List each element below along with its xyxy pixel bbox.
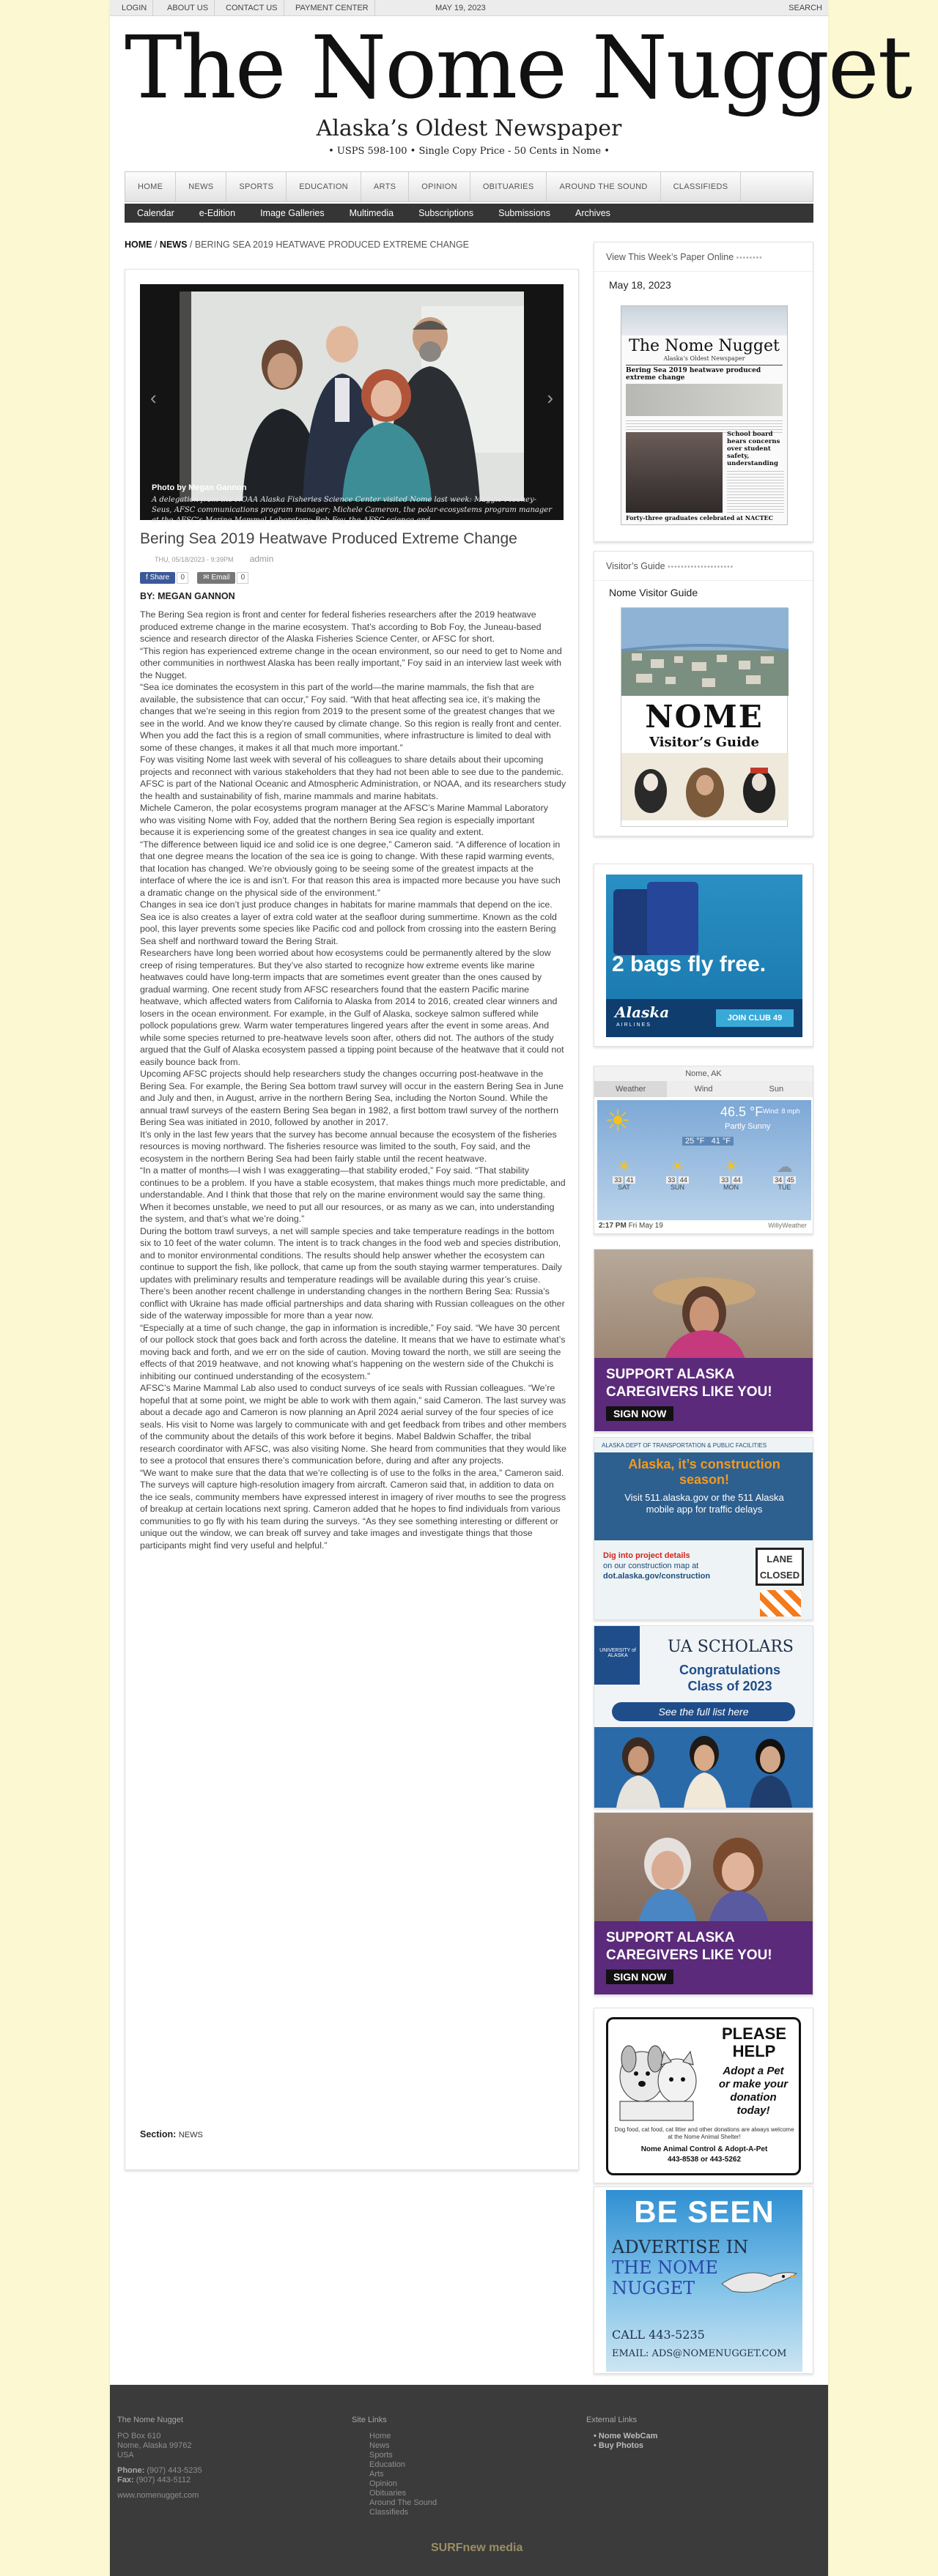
guide-title: Nome Visitor Guide: [609, 587, 698, 598]
sun-icon: ☀: [723, 1157, 739, 1176]
nav-sports[interactable]: SPORTS: [226, 172, 287, 201]
article-panel: [125, 269, 579, 2170]
pet-headline-1: PLEASE: [721, 2024, 787, 2043]
article-paragraph: AFSC’s Marine Mammal Lab also used to conduct surveys of ice seals with Russian colleagues. “We’re hopeful that at some point, we might be able to work with them again,” said Cameron. The last survey was about a decade ago and Cameron is now planning an April 2024 aerial survey of the four species of ice seals. His visit to Nome was largely to communicate with and get feedback from tribes and other members of the community about the details of this work before it begins. Mabel Baldwin Schaffer, the tribal research coordinator with AFSC, was also visiting Nome. She heard from communities that they would like to see a protocol that ensures there’s communication before, during and after any projects.: [140, 1383, 566, 1466]
nav-education[interactable]: EDUCATION: [287, 172, 361, 201]
footer-link-home[interactable]: Home: [369, 2432, 391, 2440]
widget-title: Visitor’s Guide: [606, 561, 665, 571]
lane-closed-sign: LANE CLOSED: [756, 1548, 804, 1586]
article-paragraph: Foy was visiting Nome last week with several of his colleagues to share details about their upcoming projects and reconnect with various stakeholders that they had not been able to see due to the pandemic. AFSC is part of the National Oceanic and Atmospheric Administration, or NOAA, and its researchers study the health and sustainability of fish, marine mammals and marine habitats.: [140, 754, 566, 801]
footer-link-arts[interactable]: Arts: [369, 2470, 384, 2479]
footer-external-heading: External Links: [586, 2416, 638, 2424]
footer-site-links-heading: Site Links: [352, 2416, 387, 2424]
surf-new-media-logo[interactable]: SURFnew media: [431, 2542, 523, 2554]
nav-submissions[interactable]: Submissions: [498, 208, 550, 218]
caregivers-line-2: CAREGIVERS LIKE YOU!: [606, 1384, 772, 1400]
nav-multimedia[interactable]: Multimedia: [349, 208, 394, 218]
alaska-logo-sub: AIRLINES: [616, 1022, 651, 1028]
dot-subhead: Visit 511.alaska.gov or the 511 Alaska mobile app for traffic delays: [624, 1492, 784, 1515]
article-paragraph: “Especially at a time of such change, the gap in information is incredible,” Foy said. “We have 30 percent of our pollock stock that goes back and forth across the dateline. It means that we have to estimate what’s moving back and forth, and we err on the side of caution. Moving toward the north, we still are seeing the effects of that 2019 heatwave, and not knowing what’s happening on the western side of the Chukchi is inhibiting our continued understanding of the ecosystem.”: [140, 1322, 566, 1381]
article-paragraph: “Sea ice dominates the ecosystem in this part of the world—the marine mammals, the fish that are available, the subsistence that can occur,” Foy said. “With that heat affecting sea ice, it’s making the changes that we’re seeing in this region from 2019 to the present some of the greatest changes that we see in the world. And we know they’re caused by climate change. So this region is really front and center. When you add the fact this is a region of small communities, where infrastructure is limited to deal with some of these changes, it makes it all that much more important.”: [140, 682, 562, 753]
nav-arts[interactable]: ARTS: [361, 172, 409, 201]
article-paragraph: “We want to make sure that the data that we’re collecting is of use to the folks in the area,” Cameron said. The surveys will capture high-resolution imagery from aircraft. Cameron said that, in addition to data on the ice seals, community members have expressed interest in imagery of river mouths to see the progress of breakup at certain locations next spring. Cameron added that he hopes to find individuals from various communities to go fly with his team during the surveys. “As they see something interesting or different or unique out the window, we can break off survey and take images and investigate things that those participants might find very useful and helpful.”: [140, 1467, 566, 1551]
top-bar: [110, 0, 828, 16]
breadcrumb-news[interactable]: NEWS: [159, 240, 188, 250]
footer-website-link[interactable]: www.nomenugget.com: [117, 2491, 199, 2500]
section-link[interactable]: NEWS: [178, 2131, 203, 2139]
weather-time: 2:17 PM: [599, 1222, 627, 1230]
email-share-button[interactable]: [197, 572, 235, 584]
nav-news[interactable]: NEWS: [176, 172, 226, 201]
caregivers-ad-2[interactable]: [594, 1812, 813, 1995]
dot-body-1: Dig into project details: [603, 1551, 690, 1560]
email-share-count: 0: [237, 572, 248, 584]
footer-contact: [117, 2416, 202, 2501]
footer-link-webcam-label: Nome WebCam: [598, 2432, 658, 2440]
nav-archives[interactable]: Archives: [575, 208, 610, 218]
article-byline: BY: MEGAN GANNON: [140, 591, 235, 601]
forecast-low: 41: [626, 1176, 634, 1184]
article-paragraph: The Bering Sea region is front and center for federal fisheries researchers after the 2019 heatwave produced extreme change in the marine ecosystem. That’s according to Bob Foy, the Juneau-based science and research director of the Alaska Fisheries Science Center, or AFSC for short.: [140, 609, 542, 644]
forecast-day: [651, 1157, 704, 1207]
pet-body-2: or make your: [718, 2078, 789, 2090]
footer-site-links: [352, 2416, 437, 2517]
nav-opinion[interactable]: OPINION: [409, 172, 470, 201]
mini-headline-3: Forty-three graduates celebrated at NACTEC: [626, 514, 774, 521]
footer-fax: (907) 443-5112: [136, 2476, 191, 2484]
forecast-high: 33: [721, 1176, 729, 1184]
widget-header: View This Week’s Paper Online ••••••••: [594, 242, 813, 272]
footer-link-buy-photos-label: Buy Photos: [598, 2441, 644, 2450]
footer-link-news[interactable]: News: [369, 2441, 390, 2450]
sun-icon: ☀: [670, 1157, 685, 1176]
photo-credit: Photo by Megan Gannon: [152, 483, 247, 492]
footer: [110, 2385, 828, 2576]
current-temperature: 46.5 °F: [720, 1105, 764, 1119]
paper-date: May 18, 2023: [609, 279, 671, 291]
advertise-ad[interactable]: [594, 2186, 813, 2374]
ua-congrats: Congratulations: [679, 1663, 780, 1677]
footer-link-education[interactable]: Education: [369, 2460, 405, 2469]
pet-phone: 443-8538 or 443-5262: [667, 2156, 742, 2164]
facebook-share-label: Share: [149, 574, 170, 582]
guide-cover-title: NOME: [645, 699, 764, 735]
join-club-49-button[interactable]: JOIN CLUB 49: [716, 1009, 794, 1027]
be-seen-email[interactable]: EMAIL: ADS@NOMENUGGET.COM: [612, 2348, 787, 2359]
forecast-high: 33: [614, 1176, 622, 1184]
article-title: Bering Sea 2019 Heatwave Produced Extreme Change: [140, 530, 517, 547]
forecast-low: 44: [679, 1176, 687, 1184]
alaska-airlines-ad[interactable]: [594, 864, 813, 1047]
article-photo: [180, 292, 524, 501]
forecast-day-label: SUN: [670, 1184, 684, 1191]
weather-date: Fri May 19: [628, 1222, 663, 1230]
primary-nav: [125, 171, 813, 202]
caregivers-line-2: CAREGIVERS LIKE YOU!: [606, 1948, 772, 1963]
weather-tab[interactable]: Weather: [594, 1081, 667, 1097]
article-paragraph: It’s only in the last few years that the survey has become annual because the ecosystem of the fisheries resources is moving northward. The fisheries resource was limited to the south, Foy said, and the ecosystem in the northern Bering Sea had been fairly stable until the recent heatwave.: [140, 1129, 557, 1164]
about-us-link[interactable]: ABOUT US: [161, 0, 215, 16]
caregivers-ad-1[interactable]: [594, 1249, 813, 1432]
current-condition: Partly Sunny: [725, 1122, 771, 1131]
ua-class: Class of 2023: [687, 1679, 772, 1693]
article-author-tag[interactable]: admin: [249, 554, 274, 564]
article-meta: [155, 554, 273, 564]
be-seen-phone: CALL 443-5235: [612, 2328, 705, 2342]
forecast-day: [704, 1157, 758, 1207]
breadcrumb-home[interactable]: HOME: [125, 240, 152, 250]
weather-location: Nome, AK: [594, 1066, 813, 1081]
pet-body-1: Adopt a Pet: [723, 2065, 784, 2077]
article-date: THU, 05/18/2023 - 9:39PM: [155, 556, 234, 563]
be-seen-headline: BE SEEN: [634, 2194, 775, 2229]
search-button[interactable]: SEARCH: [789, 4, 822, 12]
caregivers-line-1: SUPPORT ALASKA: [606, 1930, 735, 1945]
facebook-share-count: 0: [177, 572, 188, 584]
paper-cover-thumbnail[interactable]: [621, 305, 788, 525]
see-full-list-button[interactable]: See the full list here: [612, 1702, 795, 1721]
nav-subscriptions[interactable]: Subscriptions: [418, 208, 474, 218]
dot-agency: ALASKA DEPT OF TRANSPORTATION & PUBLIC FACILITIES: [602, 1442, 767, 1449]
site-logo-title[interactable]: The Nome Nugget: [125, 17, 912, 118]
slideshow-next-icon[interactable]: ›: [547, 387, 553, 409]
caregivers-line-1: SUPPORT ALASKA: [606, 1367, 735, 1382]
login-link[interactable]: LOGIN: [116, 0, 153, 16]
forecast-day: [597, 1157, 651, 1207]
ua-scholars-ad[interactable]: [594, 1625, 813, 1808]
nav-image-galleries[interactable]: Image Galleries: [260, 208, 325, 218]
ad-headline: 2 bags fly free.: [612, 952, 767, 976]
this-weeks-paper-widget: [594, 242, 813, 542]
today-low: 41 °F: [711, 1137, 731, 1146]
alaska-logo: Alaska: [615, 1003, 670, 1021]
partly-sunny-icon: ☀: [605, 1105, 631, 1137]
contact-us-link[interactable]: CONTACT US: [220, 0, 284, 16]
sign-now-button[interactable]: SIGN NOW: [606, 1406, 673, 1421]
footer-link-webcam[interactable]: • Nome WebCam: [594, 2432, 658, 2440]
weather-widget[interactable]: [594, 1066, 813, 1234]
dot-construction-ad[interactable]: [594, 1437, 813, 1620]
site-tagline: • USPS 598-100 • Single Copy Price - 50 Cents in Nome •: [328, 146, 610, 157]
footer-link-classifieds[interactable]: Classifieds: [369, 2508, 409, 2517]
adopt-a-pet-ad[interactable]: [594, 2008, 813, 2183]
be-seen-line-2: ADVERTISE IN: [612, 2237, 749, 2257]
article-paragraph: Researchers have long been worried about how ecosystems could be permanently altered by the slow creep of rising temperatures. But they’ve also started to recognize how extreme events like marine heatwaves could have long-term impacts that are sometimes event greater than the ones caused by gradual warming. One recent study from AFSC researchers found that the eastern Pacific marine heatwave, which affected waters from California to Alaska from 2014 to 2016, created clear winners and losers in the ocean environment. For example, in the Gulf of Alaska, sockeye salmon suffered while pollock populations grew. Warm water temperatures lingered years after the event in some areas. And while some species returned to pre-heatwave levels soon after, others did not. The authors of the study argued that the Gulf of Alaska ecosystem passed a tipping point because of the heatwave that it could not easily bounce back from.: [140, 948, 564, 1067]
wind-note: Wind: 8 mph: [763, 1107, 800, 1115]
footer-phone-label: Phone:: [117, 2466, 145, 2475]
article-paragraph: “The difference between liquid ice and solid ice is one degree,” Cameron said. “A difference of location in that one degree means the location of the sea ice is going to change. With these rapid warming events, that location has changed. We’re obviously going to be seeing some of the greatest impacts at the interface of where the ice is and isn’t. For that reason this area is impacted more because you have such a dramatic change on the physical side of the environment.”: [140, 839, 561, 898]
facebook-icon: f: [146, 574, 150, 582]
dot-body-3[interactable]: dot.alaska.gov/construction: [603, 1572, 711, 1581]
pet-body-4: today!: [736, 2104, 770, 2117]
email-share-label: Email: [211, 574, 230, 582]
article-section: [140, 2129, 203, 2139]
facebook-share-button[interactable]: [140, 572, 175, 584]
visitor-guide-cover[interactable]: [621, 607, 788, 827]
nav-classifieds[interactable]: CLASSIFIEDS: [661, 172, 742, 201]
forecast-day-label: TUE: [778, 1184, 791, 1191]
footer-link-sports[interactable]: Sports: [369, 2451, 393, 2460]
current-date: MAY 19, 2023: [435, 4, 486, 12]
sun-tab[interactable]: Sun: [740, 1081, 813, 1097]
footer-fax-label: Fax:: [117, 2476, 134, 2484]
footer-link-obituaries[interactable]: Obituaries: [369, 2489, 407, 2498]
article-paragraph: “This region has experienced extreme change in the ocean environment, so our need to get to Nome and other communities in northwest Alaska has been really important,” Foy said in an interview last week with the Nugget.: [140, 645, 562, 680]
forecast-low: 44: [733, 1176, 741, 1184]
slideshow-prev-icon[interactable]: ‹: [150, 387, 157, 409]
page: [110, 0, 912, 2576]
share-bar: [140, 572, 257, 585]
footer-link-opinion[interactable]: Opinion: [369, 2479, 397, 2488]
mini-headline: Bering Sea 2019 heatwave produced extreme change: [626, 365, 783, 382]
forecast-high: 33: [668, 1176, 676, 1184]
sign-now-button[interactable]: SIGN NOW: [606, 1970, 673, 1984]
secondary-nav: [125, 204, 813, 223]
nav-home[interactable]: HOME: [125, 172, 176, 201]
mini-headline-2: School board hears concerns over student safety, understanding: [727, 431, 780, 467]
today-high: 25 °F: [685, 1137, 705, 1146]
footer-phone: (907) 443-5235: [147, 2466, 202, 2475]
site-subtitle: Alaska’s Oldest Newspaper: [316, 116, 622, 141]
dot-body-2: on our construction map at: [603, 1562, 699, 1570]
be-seen-line-4: NUGGET: [612, 2278, 695, 2298]
payment-center-link[interactable]: PAYMENT CENTER: [289, 0, 375, 16]
article-paragraph: Upcoming AFSC projects should help researchers study the changes occurring post-heatwave in the Bering Sea. For example, the Bering Sea bottom trawl survey will occur in the eastern Bering Sea in June and July and then, in August, arrive in the northern Bering Sea, including the Norton Sound. While the annual trawl surveys of the eastern Bering Sea began in 1982, a first bottom trawl survey of the northern Bering Sea was initiated in 2010, followed by another in 2017.: [140, 1069, 564, 1127]
mini-subtitle: Alaska’s Oldest Newspaper: [663, 355, 745, 362]
article-paragraph: Changes in sea ice don’t just produce changes in habitats for marine mammals that depend on the ice. Sea ice is also creates a layer of extra cold water at the seafloor during summertime. Known as the cold pool, this layer prevents some species like Pacific cod and pollock from crossing into the eastern Bering Sea shelf and northward toward the Bering Strait.: [140, 899, 557, 946]
pet-body-3: donation: [730, 2091, 777, 2104]
nav-obituaries[interactable]: OBITUARIES: [470, 172, 547, 201]
dot-headline: Alaska, it’s construction season!: [628, 1457, 780, 1487]
footer-address-line: USA: [117, 2451, 134, 2460]
masthead[interactable]: [125, 17, 912, 157]
wind-tab[interactable]: Wind: [667, 1081, 739, 1097]
footer-link-around-the-sound[interactable]: Around The Sound: [369, 2498, 437, 2507]
forecast-low: 45: [786, 1176, 794, 1184]
forecast-day: [758, 1157, 811, 1207]
forecast-day-label: SAT: [618, 1184, 630, 1191]
footer-address-line: PO Box 610: [117, 2432, 161, 2440]
widget-header: Visitor’s Guide ••••••••••••••••••••: [594, 552, 813, 581]
widget-title: View This Week’s Paper Online: [606, 252, 734, 262]
article-body: [140, 609, 566, 1551]
be-seen-line-3: THE NOME: [612, 2257, 718, 2278]
footer-contact-heading: The Nome Nugget: [117, 2416, 183, 2424]
breadcrumb-current: BERING SEA 2019 HEATWAVE PRODUCED EXTREME CHANGE: [194, 240, 470, 250]
article-paragraph: “In a matter of months—I wish I was exaggerating—that stability eroded,” Foy said. “That stability continues to be a problem. If you have a stable ecosystem, that makes things much more predictable, and understandable. And I think that those that rely on the marine environment would say the same thing. When it becomes unstable, we need to put all our resources, or as many as we can, into understanding the system, and that’s what we’re doing.”: [140, 1165, 566, 1224]
forecast-day-label: MON: [723, 1184, 739, 1191]
section-label: Section:: [140, 2129, 177, 2139]
mini-masthead: The Nome Nugget: [629, 337, 780, 355]
email-icon: ✉: [203, 574, 212, 582]
ua-title: UA SCHOLARS: [668, 1638, 794, 1656]
forecast-high: 34: [775, 1176, 783, 1184]
guide-cover-subtitle: Visitor’s Guide: [649, 735, 759, 750]
pet-org: Nome Animal Control & Adopt-A-Pet: [640, 2145, 768, 2153]
article-paragraph: There’s been another recent challenge in understanding changes in the northern Bering Sea: Russia’s conflict with Ukraine has made official partnerships and data sharing with Russian colleagues on the other side of the waterway impossible for more than a year now.: [140, 1286, 565, 1321]
pet-headline-2: HELP: [732, 2042, 776, 2060]
nav-e-edition[interactable]: e-Edition: [199, 208, 236, 218]
rain-cloud-icon: ☁: [776, 1157, 793, 1176]
pet-small-print: Dog food, cat food, cat litter and other donations are always welcome at the Nome Animal Shelter!: [614, 2126, 794, 2140]
breadcrumb: HOME / NEWS / BERING SEA 2019 HEATWAVE PRODUCED EXTREME CHANGE: [125, 240, 470, 250]
article-paragraph: Michele Cameron, the polar ecosystems program manager at the AFSC’s Marine Mammal Laboratory who was visiting Nome with Foy, added that the northern Bering Sea region is especially important because it is experiencing some of the greatest changes in sea ice quality and extent.: [140, 803, 548, 837]
photo-caption: A delegation from the NOAA Alaska Fisheries Science Center visited Nome last week: Maggie Mooney-Seus, AFSC communications program manager; Michele Cameron, the polar-ecosystems program manager at the AFSC’s Marine Mammal Laboratory; Bob Foy, the AFSC science and: [152, 496, 552, 524]
nav-around-the-sound[interactable]: AROUND THE SOUND: [547, 172, 660, 201]
article-paragraph: During the bottom trawl surveys, a net will sample species and take temperature readings in the bottom six to 10 feet of the water column. The intent is to track changes in the food web and species distribution, and to monitor environmental conditions. The results should help answer whether the ecosystem can continue to support the fish, like pollock, that came up from the south staying warmer temperatures. Daily updates with preliminary results and temperature readings will be available during this year’s cruise.: [140, 1225, 562, 1285]
ua-logo: UNIVERSITY of ALASKA: [599, 1648, 636, 1658]
footer-external-links: [586, 2416, 657, 2451]
footer-address-line: Nome, Alaska 99762: [117, 2441, 192, 2450]
willyweather-link[interactable]: WillyWeather: [768, 1222, 807, 1229]
footer-link-buy-photos[interactable]: • Buy Photos: [594, 2441, 644, 2450]
photo-slideshow[interactable]: [140, 284, 564, 524]
nav-calendar[interactable]: Calendar: [137, 208, 174, 218]
sun-icon: ☀: [616, 1157, 632, 1176]
visitor-guide-widget: [594, 551, 813, 836]
